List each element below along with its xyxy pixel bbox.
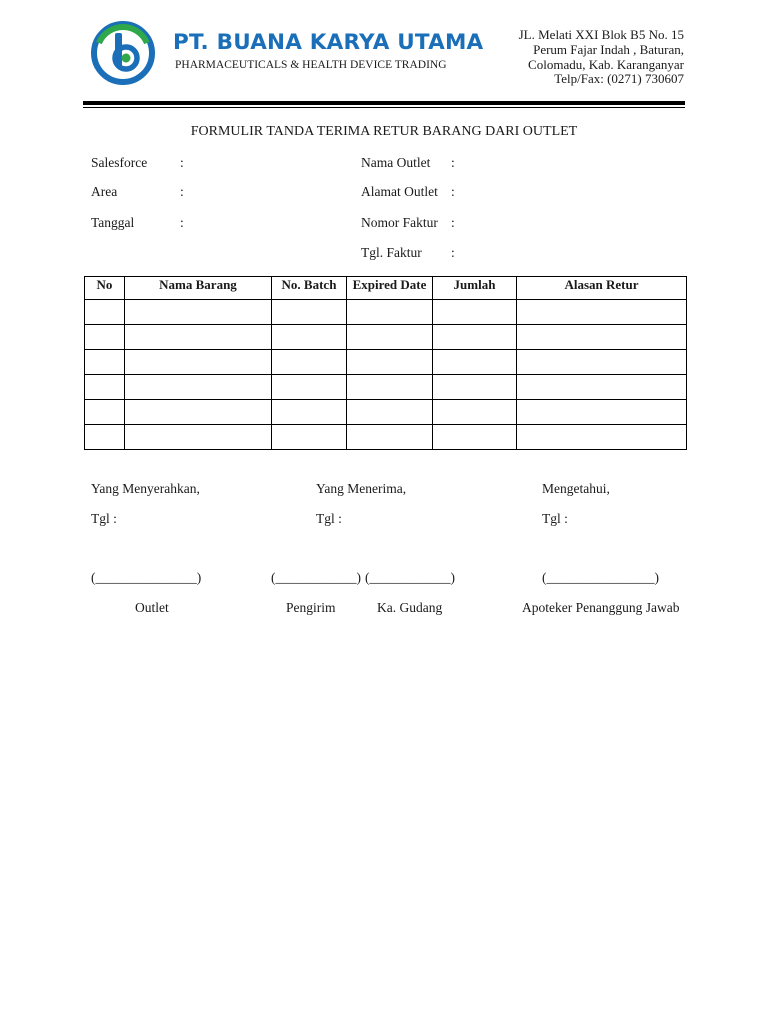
signature-heading-yang-menerima: Yang Menerima,: [316, 481, 407, 496]
signature-role-pengirim: Pengirim: [286, 600, 336, 615]
table-cell[interactable]: [433, 350, 517, 375]
table-cell[interactable]: [517, 425, 687, 450]
signature-date-label: Tgl :: [542, 511, 568, 526]
signature-blank-outlet: (_______________): [91, 570, 202, 585]
table-cell[interactable]: [433, 425, 517, 450]
table-cell[interactable]: [85, 400, 125, 425]
company-logo: [91, 21, 155, 85]
signature-blank-apoteker: (________________): [542, 570, 659, 585]
signature-date-label: Tgl :: [316, 511, 342, 526]
column-header-expired-date: Expired Date: [347, 277, 433, 300]
field-colon: :: [180, 155, 184, 170]
address-line: JL. Melati XXI Blok B5 No. 15: [518, 27, 684, 42]
table-cell[interactable]: [125, 300, 272, 325]
table-cell[interactable]: [85, 300, 125, 325]
table-row: [85, 350, 687, 375]
table-cell[interactable]: [517, 325, 687, 350]
table-row: [85, 325, 687, 350]
company-address: [519, 28, 684, 87]
address-line: Perum Fajar Indah , Baturan,: [533, 41, 684, 57]
field-label-area: Area: [91, 184, 118, 199]
letterhead-divider-thick: [83, 101, 685, 105]
table-row: [85, 375, 687, 400]
signature-role-apoteker: Apoteker Penanggung Jawab: [522, 600, 680, 615]
table-cell[interactable]: [347, 425, 433, 450]
table-cell[interactable]: [125, 400, 272, 425]
signature-blank-pengirim: (____________): [271, 570, 361, 585]
table-cell[interactable]: [433, 375, 517, 400]
table-cell[interactable]: [347, 375, 433, 400]
table-cell[interactable]: [433, 400, 517, 425]
table-cell[interactable]: [347, 325, 433, 350]
field-label-alamat-outlet: Alamat Outlet: [361, 184, 438, 199]
table-cell[interactable]: [125, 350, 272, 375]
table-cell[interactable]: [272, 325, 347, 350]
table-body: [85, 300, 687, 450]
field-colon: :: [451, 155, 455, 170]
table-cell[interactable]: [347, 400, 433, 425]
table-cell[interactable]: [85, 325, 125, 350]
table-cell[interactable]: [517, 300, 687, 325]
signature-blank-ka-gudang: (____________): [365, 570, 455, 585]
field-colon: :: [451, 245, 455, 260]
column-header-alasan-retur: Alasan Retur: [517, 277, 687, 300]
column-header-jumlah: Jumlah: [433, 277, 517, 300]
signature-date-label: Tgl :: [91, 511, 117, 526]
field-colon: :: [451, 184, 455, 199]
table-cell[interactable]: [272, 425, 347, 450]
table-cell[interactable]: [517, 375, 687, 400]
signature-heading-yang-menyerahkan: Yang Menyerahkan,: [91, 481, 200, 496]
signature-role-outlet: Outlet: [135, 600, 169, 615]
signature-role-ka-gudang: Ka. Gudang: [377, 600, 443, 615]
field-label-nama-outlet: Nama Outlet: [361, 155, 431, 170]
field-label-tanggal: Tanggal: [91, 215, 135, 230]
address-line: Colomadu, Kab. Karanganyar: [528, 56, 684, 72]
table-cell[interactable]: [125, 325, 272, 350]
field-label-salesforce: Salesforce: [91, 155, 148, 170]
table-cell[interactable]: [272, 350, 347, 375]
signature-heading-mengetahui: Mengetahui,: [542, 481, 610, 496]
table-row: [85, 425, 687, 450]
letterhead-divider-thin: [83, 107, 685, 108]
field-label-tgl-faktur: Tgl. Faktur: [361, 245, 422, 260]
column-header-no: No: [85, 277, 125, 300]
form-title: FORMULIR TANDA TERIMA RETUR BARANG DARI OUTLET: [190, 124, 578, 139]
field-colon: :: [451, 215, 455, 230]
table-cell[interactable]: [272, 375, 347, 400]
column-header-no-batch: No. Batch: [272, 277, 347, 300]
table-cell[interactable]: [517, 400, 687, 425]
table-cell[interactable]: [517, 350, 687, 375]
table-cell[interactable]: [347, 300, 433, 325]
field-label-nomor-faktur: Nomor Faktur: [361, 215, 438, 230]
table-cell[interactable]: [272, 400, 347, 425]
column-header-nama-barang: Nama Barang: [125, 277, 272, 300]
table-row: [85, 400, 687, 425]
return-items-table: [84, 276, 687, 450]
table-cell[interactable]: [85, 425, 125, 450]
table-header-row: [85, 277, 687, 300]
table-cell[interactable]: [433, 300, 517, 325]
table-cell[interactable]: [347, 350, 433, 375]
field-colon: :: [180, 215, 184, 230]
field-colon: :: [180, 184, 184, 199]
table-row: [85, 300, 687, 325]
table-cell[interactable]: [85, 350, 125, 375]
table-cell[interactable]: [125, 425, 272, 450]
address-line: Telp/Fax: (0271) 730607: [554, 71, 684, 87]
table-cell[interactable]: [85, 375, 125, 400]
company-tagline: PHARMACEUTICALS & HEALTH DEVICE TRADING: [175, 59, 447, 71]
table-cell[interactable]: [433, 325, 517, 350]
table-cell[interactable]: [125, 375, 272, 400]
table-cell[interactable]: [272, 300, 347, 325]
company-name: PT. BUANA KARYA UTAMA: [173, 30, 484, 55]
